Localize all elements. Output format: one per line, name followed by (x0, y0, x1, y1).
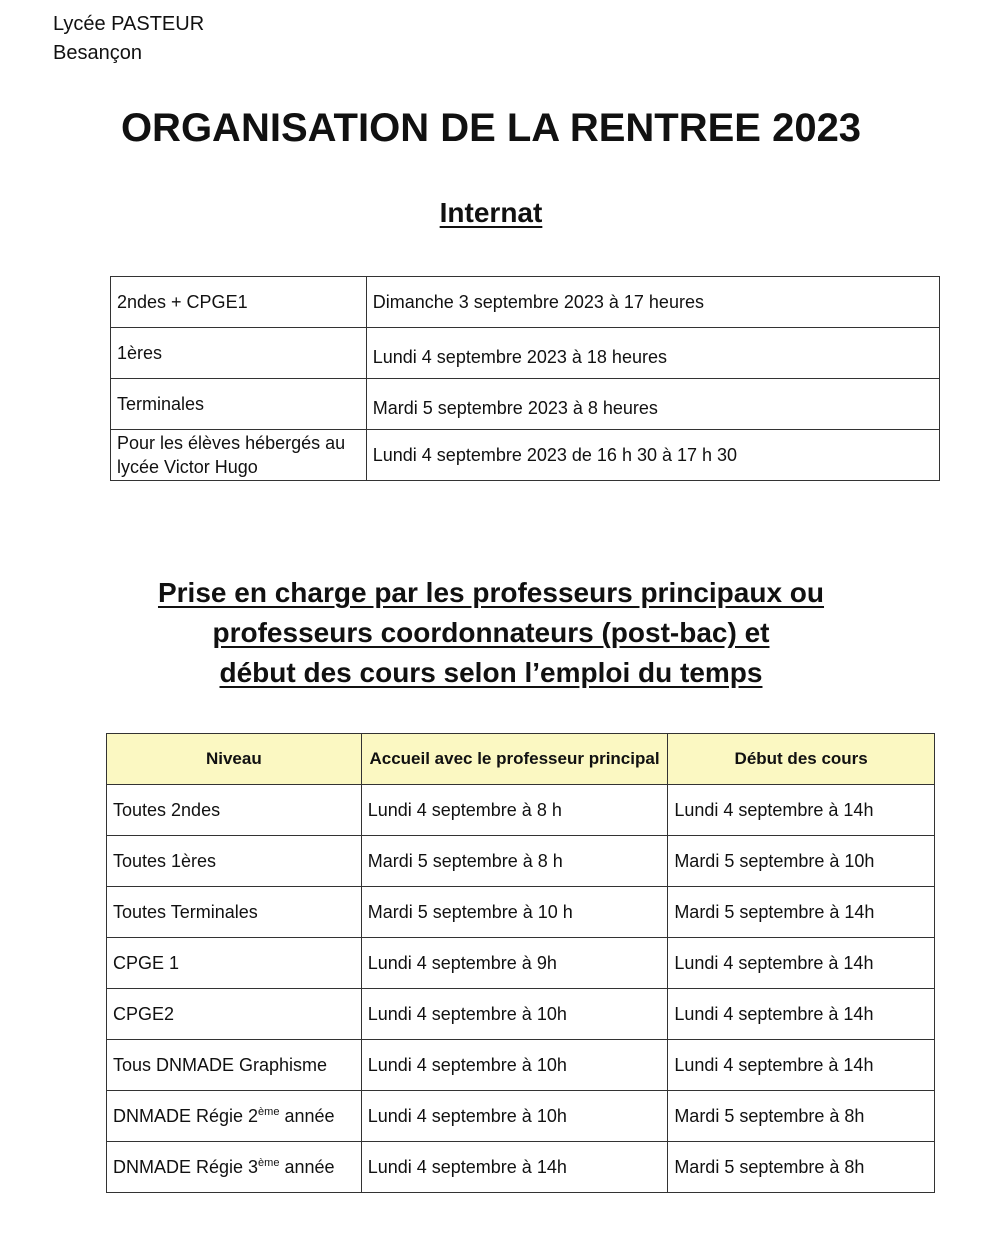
internat-group: Terminales (111, 379, 367, 430)
debut-cell: Mardi 5 septembre à 14h (668, 887, 935, 938)
header-niveau: Niveau (107, 734, 362, 785)
internat-group: 2ndes + CPGE1 (111, 277, 367, 328)
accueil-cell: Mardi 5 septembre à 8 h (361, 836, 668, 887)
table-header-row (107, 734, 935, 785)
niveau-cell: CPGE 1 (107, 938, 362, 989)
internat-date: Dimanche 3 septembre 2023 à 17 heures (366, 277, 939, 328)
internat-title: Internat (439, 197, 543, 228)
debut-cell: Lundi 4 septembre à 14h (668, 989, 935, 1040)
debut-cell: Lundi 4 septembre à 14h (668, 785, 935, 836)
school-city: Besançon (53, 42, 142, 64)
niveau-sup: ème (258, 1156, 280, 1169)
accueil-cell: Lundi 4 septembre à 10h (361, 1040, 668, 1091)
debut-cell: Lundi 4 septembre à 14h (668, 1040, 935, 1091)
header-debut: Début des cours (668, 734, 935, 785)
niveau-sup: ème (258, 1105, 280, 1118)
table-row (107, 989, 935, 1040)
table-row (111, 379, 940, 430)
header-accueil: Accueil avec le professeur principal (361, 734, 668, 785)
table-row (111, 328, 940, 379)
accueil-cell: Mardi 5 septembre à 10 h (361, 887, 668, 938)
debut-cell: Mardi 5 septembre à 10h (668, 836, 935, 887)
niveau-cell: CPGE2 (107, 989, 362, 1040)
page-title: ORGANISATION DE LA RENTREE 2023 (120, 106, 862, 150)
table-row (107, 1091, 935, 1142)
niveau-cell (107, 1091, 362, 1142)
table-row (107, 1142, 935, 1193)
internat-date: Lundi 4 septembre 2023 à 18 heures (366, 328, 939, 379)
school-name: Lycée PASTEUR (53, 13, 205, 35)
niveau-suffix: année (279, 1105, 335, 1126)
niveau-cell: Toutes 1ères (107, 836, 362, 887)
prise-title-line: début des cours selon l’emploi du temps (219, 657, 763, 688)
niveau-cell: Tous DNMADE Graphisme (107, 1040, 362, 1091)
debut-cell: Lundi 4 septembre à 14h (668, 938, 935, 989)
niveau-prefix: DNMADE Régie 2 (113, 1105, 259, 1126)
accueil-cell: Lundi 4 septembre à 9h (361, 938, 668, 989)
table-row (107, 887, 935, 938)
table-row (107, 1040, 935, 1091)
school-header (53, 10, 204, 68)
internat-date: Mardi 5 septembre 2023 à 8 heures (366, 379, 939, 430)
debut-cell: Mardi 5 septembre à 8h (668, 1091, 935, 1142)
debut-cell: Mardi 5 septembre à 8h (668, 1142, 935, 1193)
internat-group: Pour les élèves hébergés au lycée Victor Hugo (111, 430, 367, 481)
niveau-suffix: année (279, 1156, 335, 1177)
accueil-cell: Lundi 4 septembre à 10h (361, 1091, 668, 1142)
niveau-cell: Toutes 2ndes (107, 785, 362, 836)
niveau-cell (107, 1142, 362, 1193)
internat-group: 1ères (111, 328, 367, 379)
accueil-cell: Lundi 4 septembre à 14h (361, 1142, 668, 1193)
prise-table (106, 733, 935, 1193)
niveau-cell: Toutes Terminales (107, 887, 362, 938)
prise-title (0, 573, 982, 693)
accueil-cell: Lundi 4 septembre à 8 h (361, 785, 668, 836)
table-row (111, 430, 940, 481)
table-row (111, 277, 940, 328)
table-row (107, 938, 935, 989)
prise-title-line: professeurs coordonnateurs (post-bac) et (212, 617, 770, 648)
prise-title-line: Prise en charge par les professeurs principaux ou (157, 577, 825, 608)
internat-table (110, 276, 940, 481)
table-row (107, 785, 935, 836)
table-row (107, 836, 935, 887)
accueil-cell: Lundi 4 septembre à 10h (361, 989, 668, 1040)
niveau-prefix: DNMADE Régie 3 (113, 1156, 259, 1177)
internat-date: Lundi 4 septembre 2023 de 16 h 30 à 17 h 30 (366, 430, 939, 481)
